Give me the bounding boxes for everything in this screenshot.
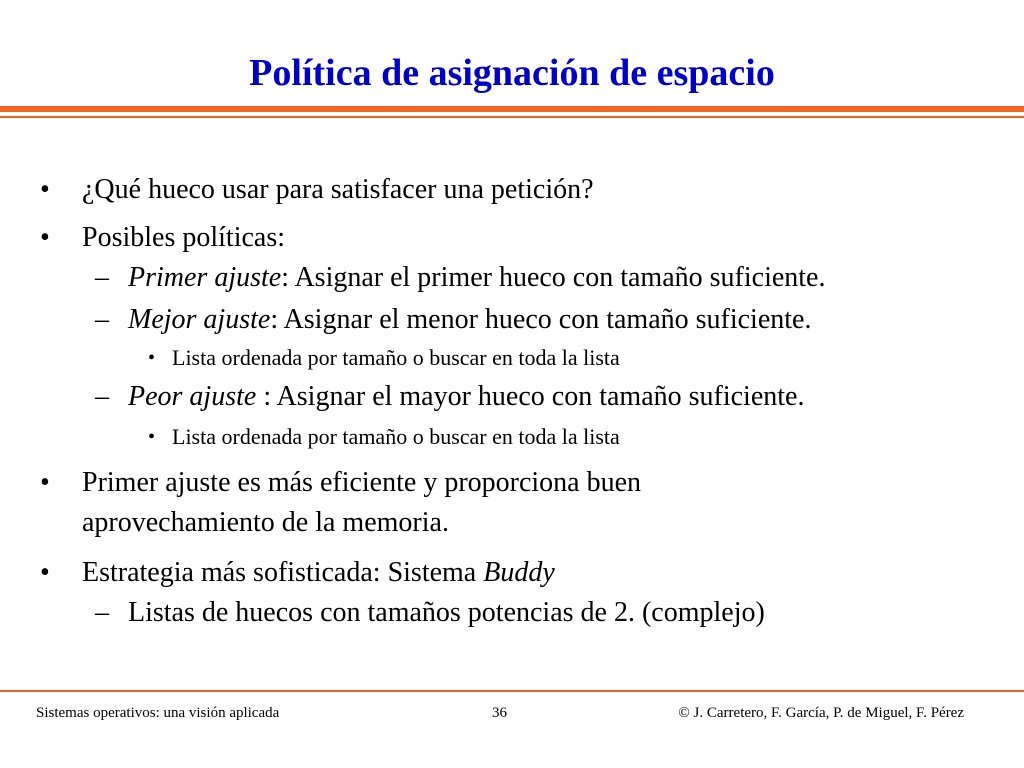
subitem-text (128, 261, 825, 295)
dash-marker: – (95, 304, 109, 335)
bullet-marker: • (40, 467, 50, 498)
bullet-marker: • (148, 347, 156, 369)
footer-page-number: 36 (492, 705, 507, 721)
bullet-text: ¿Qué hueco usar para satisfacer una petición? (82, 174, 594, 205)
title-rule-thin (0, 116, 1024, 118)
subsubitem-text: Lista ordenada por tamaño o buscar en toda la lista (172, 424, 620, 449)
subitem-desc: : Asignar el primer hueco con tamaño suficiente. (281, 262, 826, 293)
term-mejor-ajuste: Mejor ajuste (128, 304, 271, 335)
footer-copyright: © J. Carretero, F. García, P. de Miguel, F. Pérez (678, 705, 964, 721)
slide-title: Política de asignación de espacio (249, 52, 775, 94)
title-rule-thick (0, 106, 1024, 112)
bullet-marker: • (40, 174, 50, 205)
dash-marker: – (95, 381, 109, 412)
bullet-marker: • (40, 222, 50, 253)
footer-book-title: Sistemas operativos: una visión aplicada (36, 705, 280, 721)
subitem-desc: : Asignar el mayor hueco con tamaño suficiente. (256, 381, 805, 412)
subitem-text (128, 303, 811, 337)
bullet-marker: • (148, 426, 156, 448)
term-peor-ajuste: Peor ajuste (128, 381, 257, 412)
subitem-desc: : Asignar el menor hueco con tamaño suficiente. (270, 304, 812, 335)
dash-marker: – (95, 262, 109, 293)
bullet-text: Posibles políticas: (82, 222, 285, 253)
subsubitem-text: Lista ordenada por tamaño o buscar en toda la lista (172, 345, 620, 370)
bullet-text-line1: Primer ajuste es más eficiente y proporciona buen (82, 467, 642, 498)
bullet-text (82, 556, 555, 590)
subitem-text (128, 380, 804, 414)
term-buddy: Buddy (483, 557, 555, 588)
estrategia-prefix: Estrategia más sofisticada: Sistema (82, 557, 484, 588)
footer-rule (0, 690, 1024, 692)
bullet-marker: • (40, 557, 50, 588)
term-primer-ajuste: Primer ajuste (128, 262, 282, 293)
dash-marker: – (95, 597, 109, 628)
bullet-text-line2: aprovechamiento de la memoria. (82, 507, 449, 538)
subitem-text: Listas de huecos con tamaños potencias de 2. (complejo) (128, 597, 765, 628)
